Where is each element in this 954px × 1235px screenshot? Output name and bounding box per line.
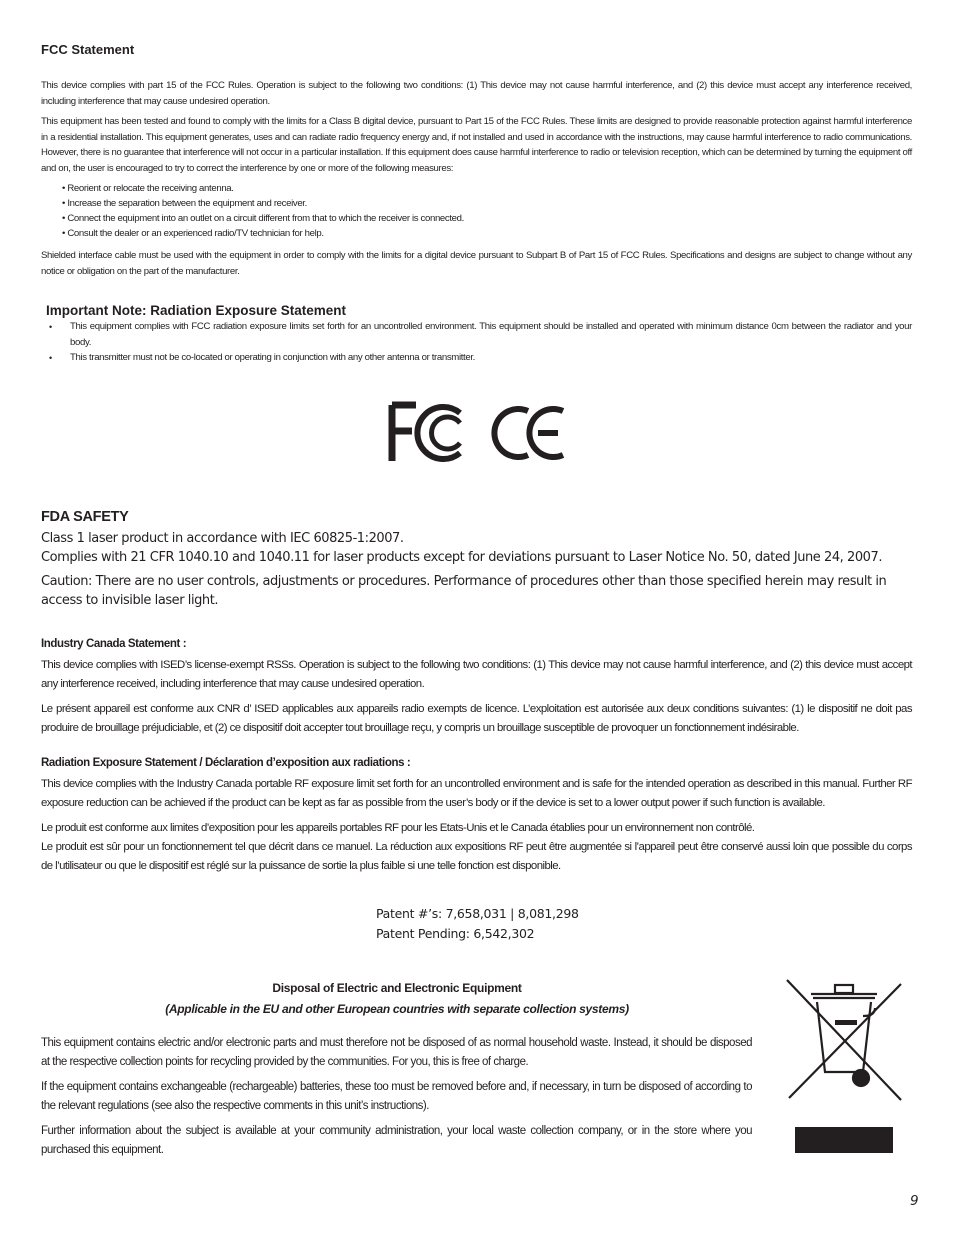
- radiation-exposure-paragraph-1: This device complies with the Industry Canada portable RF exposure limit set forth for an uncontrolled environment and is safe for the intended operation as described in this manual. Further RF exposure reduction can be achieved if the product can be kept as far as possible from the user’s body or if the device is set to a lower output power if such function is available.: [41, 778, 912, 810]
- crossed-out-bin-icon: [783, 976, 905, 1106]
- radiation-exposure-paragraph-2: [41, 819, 912, 877]
- fda-caution: Caution: There are no user controls, adjustments or procedures. Performance of procedures other than those specified herein may result in access to invisible laser light.: [41, 574, 887, 608]
- radiation-note-item: This equipment complies with FCC radiation exposure limits set forth for an uncontrolled environment. This equipment should be installed and operated with minimum distance 0cm between the radiator and your body.: [70, 321, 912, 348]
- fcc-measure-item: • Connect the equipment into an outlet on a circuit different from that to which the receiver is connected.: [62, 213, 464, 224]
- fcc-paragraph-2: This equipment has been tested and found to comply with the limits for a Class B digital device, pursuant to Part 15 of the FCC Rules. These limits are designed to provide reasonable protection against harmful interference in a residential installation. This equipment generates, uses and can radiate radio frequency energy and, if not installed and used in accordance with the instructions, may cause harmful interference to radio communications. However, there is no guarantee that interference will not occur in a particular installation. If this equipment does cause harmful interference to radio or television reception, which can be determined by turning the equipment off and on, the user is encouraged to try to correct the interference by one or more of the following measures:: [41, 116, 912, 174]
- fda-line-1: Class 1 laser product in accordance with IEC 60825-1:2007.: [41, 531, 404, 546]
- radiation-exposure-line-2: Le produit est sûr pour un fonctionnement tel que décrit dans ce manuel. La réduction aux expositions RF peut être augmentée si l’appareil peut être conservé aussi loin que possible du corps de l’utilisateur ou que le dispositif est réglé sur la puissance de sortie la plus faible si une telle fonction est disponible.: [41, 841, 912, 873]
- fcc-logo-icon: [392, 405, 460, 461]
- radiation-note-bullet: •: [49, 353, 53, 363]
- fcc-paragraph-1: This device complies with part 15 of the FCC Rules. Operation is subject to the following two conditions: (1) This device may not cause harmful interference, and (2) this device must accept any interference received, including interference that may cause undesired operation.: [41, 80, 912, 107]
- disposal-heading: Disposal of Electric and Electronic Equipment: [272, 981, 522, 995]
- fcc-paragraph-3: Shielded interface cable must be used with the equipment in order to comply with the limits for a digital device pursuant to Subpart B of Part 15 of FCC Rules. Specifications and designs are subject to change without any notice or obligation on the part of the manufacturer.: [41, 250, 912, 277]
- patent-numbers: Patent #’s: 7,658,031 | 8,081,298: [376, 906, 579, 921]
- fcc-statement-heading: FCC Statement: [41, 42, 135, 57]
- ce-logo-icon: [494, 409, 563, 457]
- disposal-paragraph-3: Further information about the subject is available at your community administration, your local waste collection company, or in the store where you purchased this equipment.: [41, 1125, 752, 1157]
- fcc-measure-item: • Consult the dealer or an experienced radio/TV technician for help.: [62, 228, 324, 239]
- fcc-measure-item: • Reorient or relocate the receiving antenna.: [62, 183, 234, 194]
- industry-canada-paragraph-2: Le présent appareil est conforme aux CNR d’ ISED applicables aux appareils radio exempts de licence. L’exploitation est autorisée aux deux conditions suivantes: (1) le dispositif ne doit pas produire de brouillage préjudiciable, et (2) ce dispositif doit accepter tout brouillage reçu, y compris un brouillage susceptible de provoquer un fonctionnement indésirable.: [41, 703, 912, 735]
- fcc-ce-logos: [388, 401, 568, 465]
- weee-solid-bar: [795, 1127, 893, 1153]
- radiation-exposure-heading: Radiation Exposure Statement / Déclaration d’exposition aux radiations :: [41, 757, 411, 769]
- industry-canada-heading: Industry Canada Statement :: [41, 638, 187, 650]
- patent-pending: Patent Pending: 6,542,302: [376, 926, 535, 941]
- radiation-note-heading: Important Note: Radiation Exposure Statement: [46, 303, 347, 318]
- disposal-paragraph-1: This equipment contains electric and/or electronic parts and must therefore not be disposed of as normal household waste. Instead, it should be disposed at the respective collection points for recycling provided by the communities. For you, this is free of charge.: [41, 1037, 752, 1069]
- disposal-subheading: (Applicable in the EU and other European countries with separate collection systems): [165, 1002, 629, 1016]
- radiation-exposure-line-1: Le produit est conforme aux limites d’exposition pour les appareils portables RF pour les Etats-Unis et le Canada établies pour un environnement non contrôlé.: [41, 822, 755, 834]
- industry-canada-paragraph-1: This device complies with ISED’s license-exempt RSSs. Operation is subject to the following two conditions: (1) This device may not cause harmful interference, and (2) this device must accept any interference received, including interference that may cause undesired operation.: [41, 659, 912, 691]
- page-number: 9: [910, 1193, 919, 1209]
- radiation-note-item: This transmitter must not be co-located or operating in conjunction with any other antenna or transmitter.: [70, 352, 475, 363]
- fda-line-2: Complies with 21 CFR 1040.10 and 1040.11 for laser products except for deviations pursuant to Laser Notice No. 50, dated June 24, 2007.: [41, 550, 883, 565]
- fcc-measure-item: • Increase the separation between the equipment and receiver.: [62, 198, 307, 209]
- disposal-paragraph-2: If the equipment contains exchangeable (rechargeable) batteries, these too must be removed before and, if necessary, in turn be disposed of according to the relevant regulations (see also the respective comments in this unit’s instructions).: [41, 1081, 752, 1113]
- fda-safety-heading: FDA SAFETY: [41, 509, 129, 525]
- radiation-note-bullet: •: [49, 322, 53, 332]
